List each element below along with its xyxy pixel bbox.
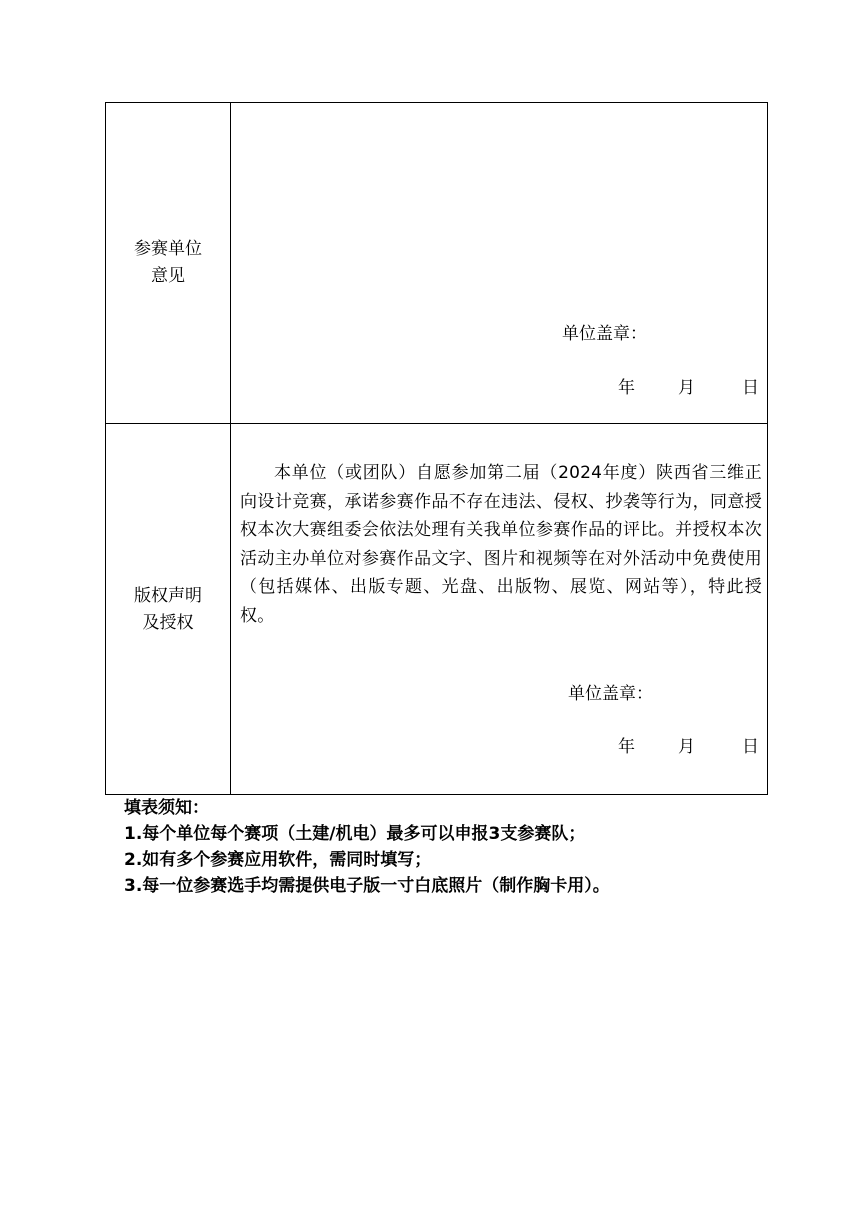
filling-notes (124, 795, 610, 899)
copyright-stamp-label: 单位盖章： (568, 684, 653, 704)
copyright-label (106, 583, 230, 637)
copyright-label-line2: 及授权 (142, 613, 194, 633)
opinion-date-year: 年 (618, 378, 635, 398)
copyright-label-line1: 版权声明 (134, 586, 202, 606)
copyright-date-year: 年 (618, 737, 635, 757)
notes-item-2: 2.如有多个参赛应用软件，需同时填写； (124, 850, 432, 870)
opinion-stamp-label: 单位盖章： (562, 324, 647, 344)
opinion-date-day: 日 (742, 378, 759, 398)
notes-item-1: 1.每个单位每个赛项（土建/机电）最多可以申报3支参赛队； (124, 824, 586, 844)
row-divider (106, 423, 767, 424)
copyright-date-day: 日 (742, 737, 759, 757)
opinion-label-line2: 意见 (151, 266, 185, 286)
copyright-declaration: 本单位（或团队）自愿参加第二届（2024年度）陕西省三维正向设计竞赛，承诺参赛作品不存在违法、侵权、抄袭等行为，同意授权本次大赛组委会依法处理有关我单位参赛作品的评比。并授权本次活动主办单位对参赛作品文字、图片和视频等在对外活动中免费使用（包括媒体、出版专题、光盘、出版物、展览、网站等），特此授权。 (240, 463, 762, 626)
copyright-date-month: 月 (678, 737, 695, 757)
opinion-label (106, 236, 230, 290)
opinion-date-month: 月 (678, 378, 695, 398)
opinion-label-line1: 参赛单位 (134, 239, 202, 259)
column-divider (230, 103, 231, 794)
notes-item-3: 3.每一位参赛选手均需提供电子版一寸白底照片（制作胸卡用）。 (124, 876, 610, 896)
registration-form-table (105, 102, 768, 795)
notes-title: 填表须知： (124, 798, 209, 818)
